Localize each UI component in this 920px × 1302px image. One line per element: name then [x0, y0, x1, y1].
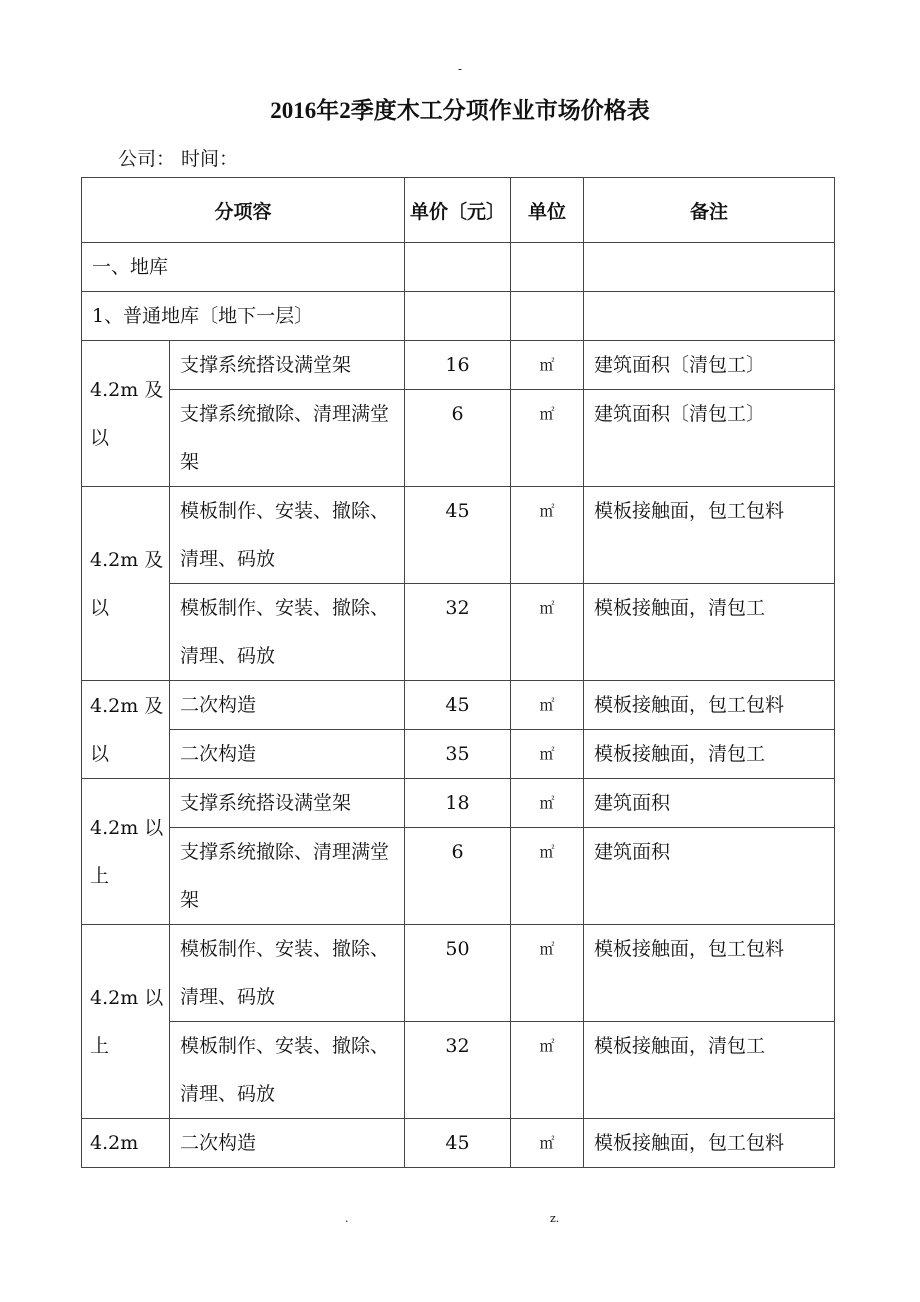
table-row — [82, 779, 835, 828]
table-header-row — [82, 178, 835, 243]
unit-price: 16 — [405, 341, 511, 390]
company-time-line: 公司： 时间： — [118, 148, 239, 170]
note: 建筑面积 — [584, 779, 835, 828]
unit: ㎡ — [511, 390, 584, 487]
note: 建筑面积〔清包工〕 — [584, 341, 835, 390]
header-mark: - — [457, 62, 463, 76]
unit-price: 50 — [405, 925, 511, 1022]
note: 模板接触面，包工包料 — [584, 681, 835, 730]
group-label: 4.2m 及以 — [82, 487, 170, 681]
table-row — [82, 390, 835, 487]
item-name: 二次构造 — [170, 1119, 405, 1168]
note: 建筑面积 — [584, 828, 835, 925]
column-header: 备注 — [584, 178, 835, 243]
section-label: 1、普通地库〔地下一层〕 — [82, 292, 405, 341]
item-name: 二次构造 — [170, 681, 405, 730]
item-name: 支撑系统搭设满堂架 — [170, 341, 405, 390]
table-row — [82, 1119, 835, 1168]
item-name: 支撑系统搭设满堂架 — [170, 779, 405, 828]
group-label: 4.2m 及以 — [82, 681, 170, 779]
group-label: 4.2m 以上 — [82, 779, 170, 925]
note: 模板接触面，包工包料 — [584, 487, 835, 584]
column-header: 分项容 — [82, 178, 405, 243]
item-name: 支撑系统撤除、清理满堂架 — [170, 390, 405, 487]
item-name: 模板制作、安装、撤除、清理、码放 — [170, 1022, 405, 1119]
footer-right: z. — [550, 1212, 560, 1225]
note: 模板接触面，包工包料 — [584, 925, 835, 1022]
unit-price: 35 — [405, 730, 511, 779]
table-row — [82, 1022, 835, 1119]
unit: ㎡ — [511, 925, 584, 1022]
unit: ㎡ — [511, 1022, 584, 1119]
section-row — [82, 292, 835, 341]
unit-price: 32 — [405, 1022, 511, 1119]
table-row — [82, 681, 835, 730]
unit: ㎡ — [511, 681, 584, 730]
footer-left: . — [345, 1212, 349, 1225]
column-header: 单位 — [511, 178, 584, 243]
table-row — [82, 584, 835, 681]
table-row — [82, 925, 835, 1022]
item-name: 模板制作、安装、撤除、清理、码放 — [170, 584, 405, 681]
note: 模板接触面，包工包料 — [584, 1119, 835, 1168]
table-row — [82, 730, 835, 779]
group-label: 4.2m 及以 — [82, 341, 170, 487]
note: 建筑面积〔清包工〕 — [584, 390, 835, 487]
page-title: 2016年2季度木工分项作业市场价格表 — [270, 98, 650, 123]
unit: ㎡ — [511, 779, 584, 828]
item-name: 支撑系统撤除、清理满堂架 — [170, 828, 405, 925]
unit-price: 45 — [405, 681, 511, 730]
unit: ㎡ — [511, 341, 584, 390]
table-row — [82, 828, 835, 925]
section-label: 一、地库 — [82, 243, 405, 292]
note: 模板接触面，清包工 — [584, 730, 835, 779]
unit: ㎡ — [511, 487, 584, 584]
unit-price: 45 — [405, 1119, 511, 1168]
unit: ㎡ — [511, 584, 584, 681]
section-row — [82, 243, 835, 292]
column-header: 单价〔元〕 — [405, 178, 511, 243]
group-label: 4.2m 以上 — [82, 925, 170, 1119]
item-name: 模板制作、安装、撤除、清理、码放 — [170, 487, 405, 584]
note: 模板接触面，清包工 — [584, 1022, 835, 1119]
table-row — [82, 487, 835, 584]
unit-price: 32 — [405, 584, 511, 681]
unit: ㎡ — [511, 828, 584, 925]
item-name: 二次构造 — [170, 730, 405, 779]
unit-price: 18 — [405, 779, 511, 828]
unit-price: 6 — [405, 828, 511, 925]
unit: ㎡ — [511, 1119, 584, 1168]
table-row — [82, 341, 835, 390]
note: 模板接触面，清包工 — [584, 584, 835, 681]
unit-price: 6 — [405, 390, 511, 487]
price-table — [81, 177, 835, 1168]
group-label: 4.2m — [82, 1119, 170, 1168]
item-name: 模板制作、安装、撤除、清理、码放 — [170, 925, 405, 1022]
unit: ㎡ — [511, 730, 584, 779]
unit-price: 45 — [405, 487, 511, 584]
